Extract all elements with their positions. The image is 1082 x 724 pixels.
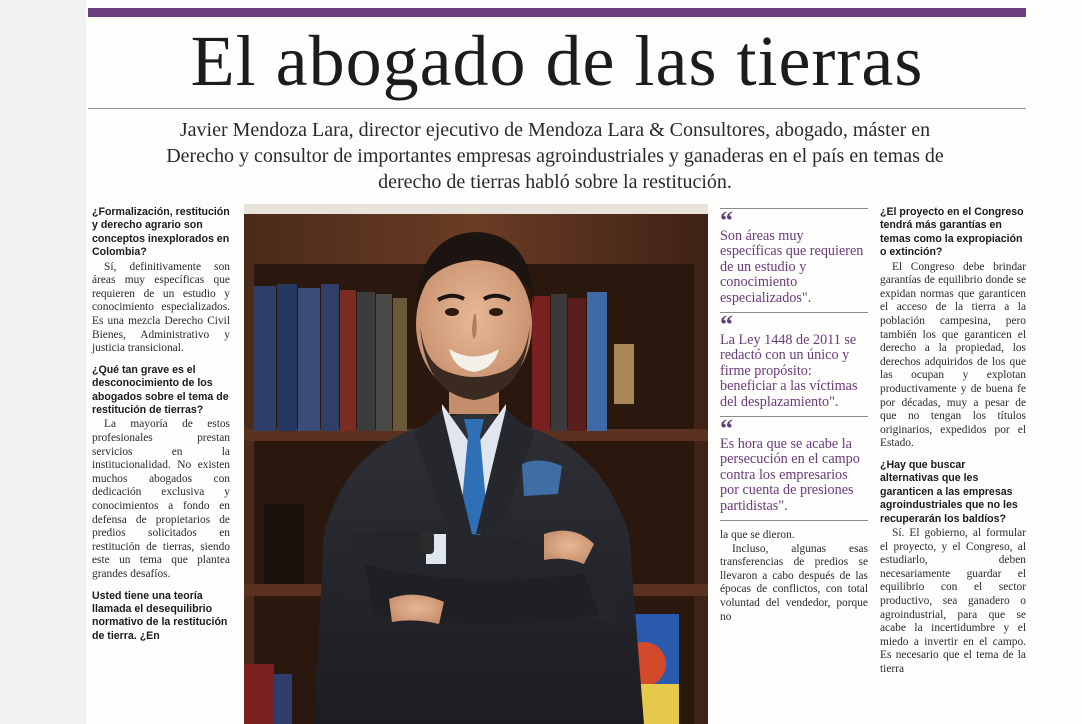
question: ¿Formalización, restitución y derecho agrario son conceptos inexplorados en Colombia? <box>92 206 230 259</box>
deck-text: Javier Mendoza Lara, director ejecutivo de Mendoza Lara & Consultores, abogado, máster en Derecho y consultor de importantes empresas agroindustriales y ganaderas en el país en temas de derecho de tierras habló sobre la restitución. <box>166 119 944 193</box>
page-margin <box>0 0 86 724</box>
quote-mark-icon: “ <box>720 414 733 444</box>
pull-quote-text: La Ley 1448 de 2011 se redactó con un único y firme propósito: beneficiar a las víctimas del desplazamiento". <box>720 332 858 410</box>
quote-mark-icon: “ <box>720 206 733 235</box>
pull-quote <box>720 208 868 312</box>
qa-block <box>92 364 230 582</box>
pull-quote-text: Es hora que se acabe la persecución en el campo contra los empresarios por cuenta de presiones partidistas". <box>720 436 860 514</box>
pull-quote <box>720 416 868 520</box>
answer: El Congreso debe brindar garantías de equilibrio donde se expidan normas que garanticen el acceso de la tierra a la población campesina, pero también los que garanticen el derecho a la propiedad, los derechos adquiridos de los que las ocupan y explotan productivamente y de buena fe por décadas, muy a pesar de que no tengan los títulos originarios, expedidos por el Estado. <box>880 260 1026 450</box>
body-paragraph: la que se dieron. <box>720 529 795 542</box>
qa-block <box>92 590 230 644</box>
question: ¿Qué tan grave es el desconocimiento de los abogados sobre el tema de restitución de tierras? <box>92 363 229 416</box>
left-column <box>92 206 230 651</box>
pull-quote-text: Son áreas muy específicas que requieren de un estudio y conocimiento especializados". <box>720 228 864 306</box>
question: ¿Hay que buscar alternativas que les garanticen a las empresas agroindustriales que no les recuperarán los baldíos? <box>880 458 1018 525</box>
pull-quote-column <box>720 208 868 624</box>
question: ¿El proyecto en el Congreso tendrá más garantías en temas como la expropiación o extinción? <box>880 206 1024 259</box>
qa-block <box>880 459 1026 677</box>
right-column <box>880 206 1026 685</box>
qa-block <box>92 206 230 356</box>
answer: La mayoría de estos profesionales prestan servicios en la institucionalidad. No existen muchos abogados con dedicación exclusiva y conocimientos a fondo en defensa de propietarios de predios solicitados en restitución de tierras, siendo este un tema que plantea grandes desafíos. <box>92 418 230 580</box>
pull-quote <box>720 312 868 416</box>
qa-block <box>880 206 1026 451</box>
body-paragraph: Incluso, algunas esas transferencias de predios se llevaron a cabo después de las épocas de conflictos, con total voluntad del vendedor, porque no <box>720 542 868 623</box>
headline: El abogado de las tierras <box>190 21 924 101</box>
portrait-illustration <box>244 204 708 724</box>
question: Usted tiene una teoría llamada el desequilibrio normativo de la restitución de tierra. ¿En <box>92 589 228 642</box>
quote-mark-icon: “ <box>720 310 733 340</box>
answer: Sí. El gobierno, al formular el proyecto, y el Congreso, al estudiarlo, deben necesariamente guardar el equilibrio con el sector productivo, sea ganadero o agroindustrial, para que se acabe la incertidumbre y el miedo a invertir en el campo. Es necesario que el tema de la tierra <box>880 526 1026 675</box>
headline-rule <box>88 108 1026 109</box>
answer: Sí, definitivamente son áreas muy específicas que requieren de un estudio y conocimiento especializados. Es una mezcla Derecho Civil Bienes, Administrativo y justicia transicional. <box>92 260 230 355</box>
body-text <box>720 520 868 624</box>
section-color-bar <box>88 8 1026 17</box>
portrait-photo <box>244 204 708 724</box>
